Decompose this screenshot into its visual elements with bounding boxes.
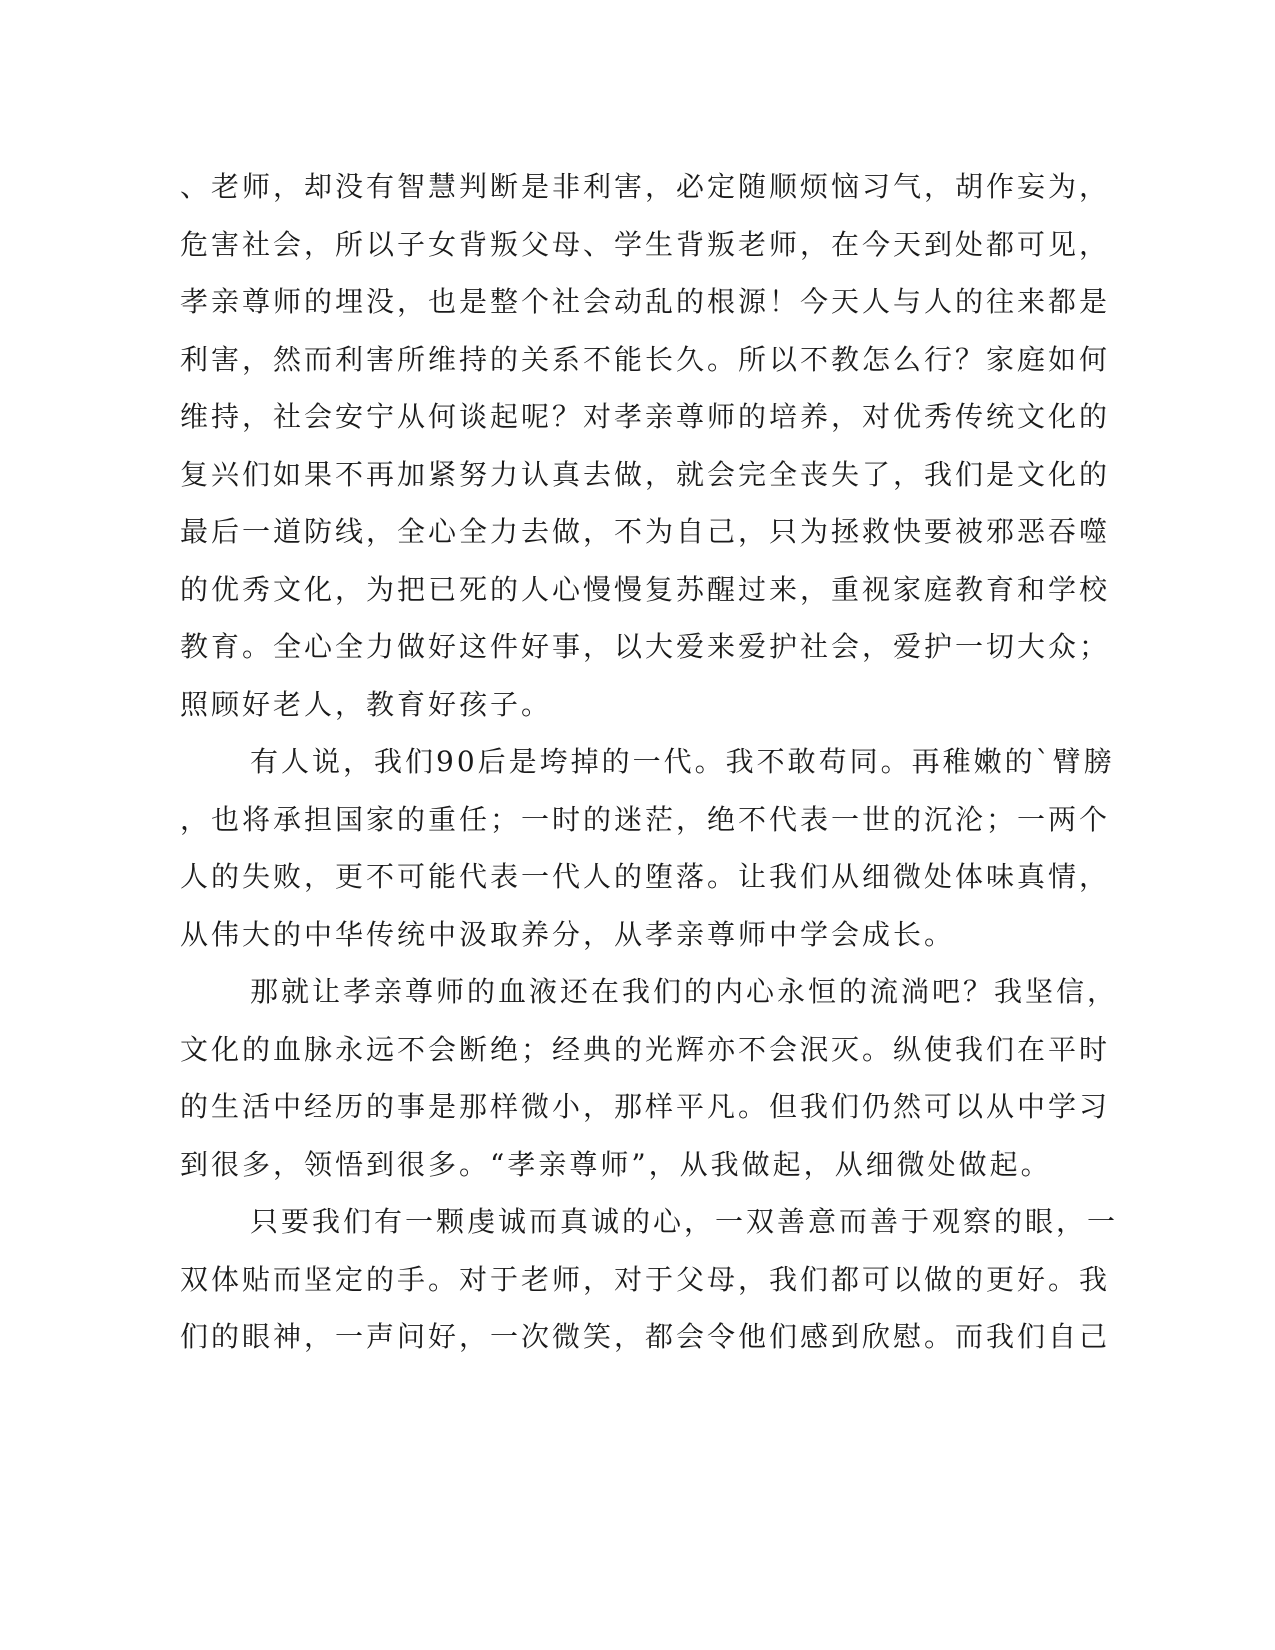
text-line: 照顾好老人，教育好孩子。	[180, 687, 553, 721]
paragraph-start-line: 那就让孝亲尊师的血液还在我们的内心永恒的流淌吧？我坚信，	[250, 975, 1119, 1008]
text-line: 文化的血脉永远不会断绝；经典的光辉亦不会泯灭。纵使我们在平时	[180, 1032, 1111, 1066]
paragraph-start-line: 只要我们有一颗虔诚而真诚的心，一双善意而善于观察的眼，一	[250, 1205, 1119, 1238]
text-line: 孝亲尊师的埋没，也是整个社会动乱的根源！今天人与人的往来都是	[180, 285, 1111, 318]
text-line: 双体贴而坚定的手。对于老师，对于父母，我们都可以做的更好。我	[180, 1262, 1111, 1296]
text-line: 利害，然而利害所维持的关系不能长久。所以不教怎么行？家庭如何	[180, 342, 1111, 376]
text-line: ，也将承担国家的重任；一时的迷茫，绝不代表一世的沉沦；一两个	[180, 802, 1111, 836]
text-line: 最后一道防线，全心全力去做，不为自己，只为拯救快要被邪恶吞噬	[180, 515, 1111, 548]
text-line: 、老师，却没有智慧判断是非利害，必定随顺烦恼习气，胡作妄为，	[180, 170, 1111, 203]
text-line: 维持，社会安宁从何谈起呢？对孝亲尊师的培养，对优秀传统文化的	[180, 400, 1111, 433]
text-line: 到很多，领悟到很多。“孝亲尊师”，从我做起，从细微处做起。	[180, 1147, 1052, 1181]
text-line: 从伟大的中华传统中汲取养分，从孝亲尊师中学会成长。	[180, 917, 956, 951]
paragraph-start-line: 有人说，我们90后是垮掉的一代。我不敢苟同。再稚嫩的`臂膀	[250, 745, 1115, 778]
text-line: 教育。全心全力做好这件好事，以大爱来爱护社会，爱护一切大众；	[180, 630, 1111, 663]
text-line: 们的眼神，一声问好，一次微笑，都会令他们感到欣慰。而我们自己	[180, 1320, 1111, 1353]
text-line: 人的失败，更不可能代表一代人的堕落。让我们从细微处体味真情，	[180, 860, 1111, 893]
text-line: 复兴们如果不再加紧努力认真去做，就会完全丧失了，我们是文化的	[180, 457, 1111, 491]
text-line: 的优秀文化，为把已死的人心慢慢复苏醒过来，重视家庭教育和学校	[180, 572, 1111, 606]
text-line: 的生活中经历的事是那样微小，那样平凡。但我们仍然可以从中学习	[180, 1090, 1111, 1123]
body-text	[180, 158, 1119, 1366]
text-line: 危害社会，所以子女背叛父母、学生背叛老师，在今天到处都可见，	[180, 227, 1111, 261]
